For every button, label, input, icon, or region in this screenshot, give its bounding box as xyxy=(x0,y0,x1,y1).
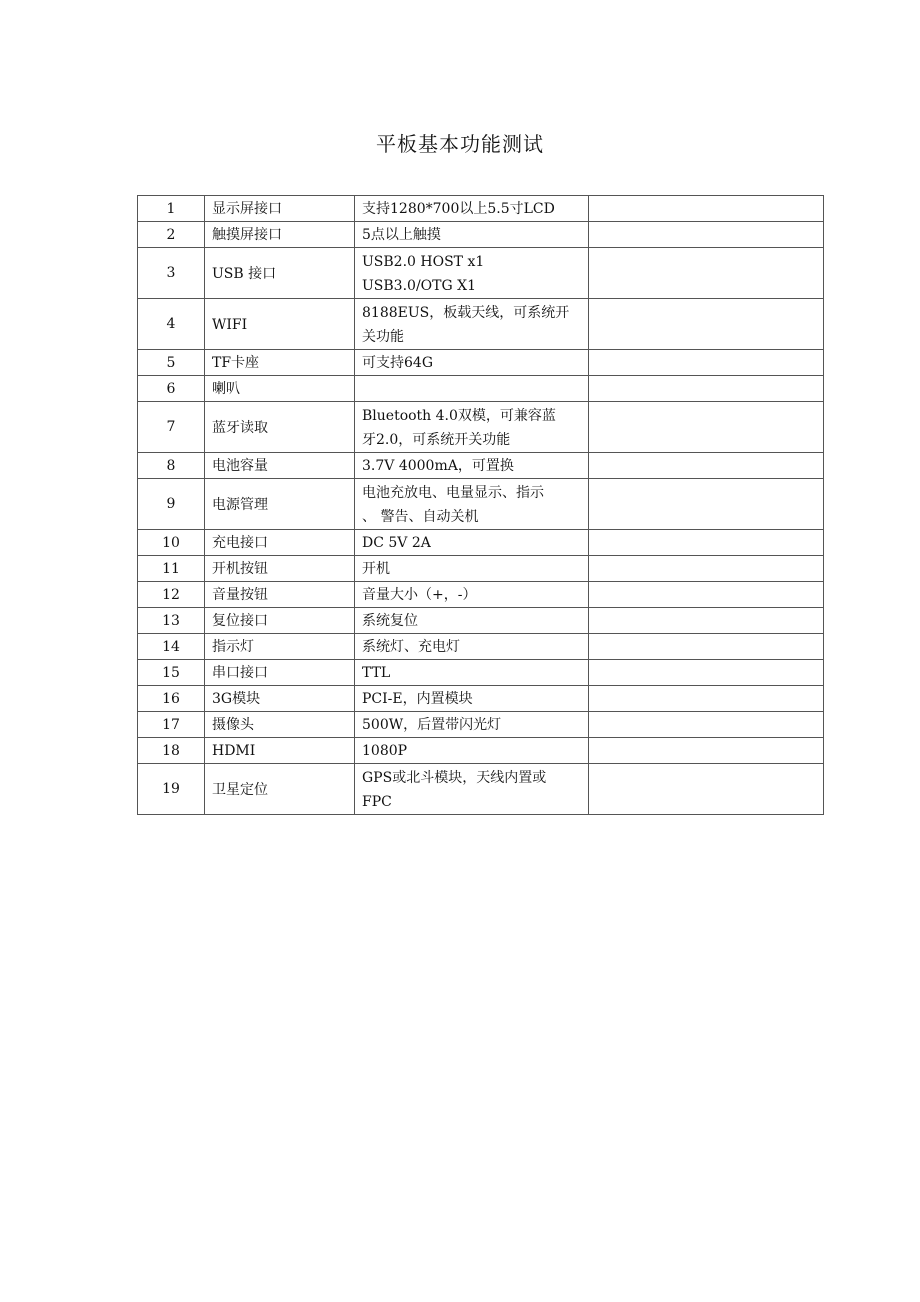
item-note xyxy=(589,479,824,530)
item-name: 电源管理 xyxy=(205,479,355,530)
row-number: 2 xyxy=(138,222,205,248)
spec-line: 关功能 xyxy=(362,328,404,345)
table-row xyxy=(138,196,824,222)
spec-line: USB3.0/OTG X1 xyxy=(362,277,476,294)
spec-line: 牙2.0，可系统开关功能 xyxy=(362,431,511,448)
item-note xyxy=(589,299,824,350)
table-row xyxy=(138,764,824,815)
row-number: 15 xyxy=(138,660,205,686)
table-row xyxy=(138,402,824,453)
table-row xyxy=(138,453,824,479)
item-spec xyxy=(355,479,589,530)
table-row xyxy=(138,634,824,660)
item-note xyxy=(589,582,824,608)
row-number: 14 xyxy=(138,634,205,660)
item-spec xyxy=(355,712,589,738)
spec-line: PCI-E，内置模块 xyxy=(362,691,473,707)
item-name: 开机按钮 xyxy=(205,556,355,582)
item-note xyxy=(589,608,824,634)
item-spec xyxy=(355,530,589,556)
spec-table-body xyxy=(138,196,824,815)
table-row xyxy=(138,350,824,376)
item-name: 显示屏接口 xyxy=(205,196,355,222)
spec-line: 1080P xyxy=(362,743,408,759)
table-row xyxy=(138,712,824,738)
page-title: 平板基本功能测试 xyxy=(376,132,544,156)
row-number: 4 xyxy=(138,299,205,350)
spec-line: 音量大小（+，-） xyxy=(362,587,477,603)
item-name: 串口接口 xyxy=(205,660,355,686)
item-spec xyxy=(355,686,589,712)
spec-line: 500W，后置带闪光灯 xyxy=(362,717,502,733)
row-number: 16 xyxy=(138,686,205,712)
item-note xyxy=(589,376,824,402)
row-number: 11 xyxy=(138,556,205,582)
item-name: 音量按钮 xyxy=(205,582,355,608)
table-row xyxy=(138,222,824,248)
spec-line: FPC xyxy=(362,793,392,810)
item-name: TF卡座 xyxy=(205,350,355,376)
item-name: 复位接口 xyxy=(205,608,355,634)
table-row xyxy=(138,686,824,712)
spec-line: GPS或北斗模块，天线内置或 xyxy=(362,769,547,786)
item-note xyxy=(589,764,824,815)
row-number: 9 xyxy=(138,479,205,530)
spec-line: 系统复位 xyxy=(362,613,418,629)
item-name: WIFI xyxy=(205,299,355,350)
table-row xyxy=(138,608,824,634)
table-row xyxy=(138,479,824,530)
table-row xyxy=(138,556,824,582)
item-note xyxy=(589,350,824,376)
spec-line: 开机 xyxy=(362,561,390,577)
row-number: 5 xyxy=(138,350,205,376)
item-spec xyxy=(355,196,589,222)
item-spec xyxy=(355,402,589,453)
item-spec xyxy=(355,634,589,660)
item-name: 摄像头 xyxy=(205,712,355,738)
spec-line: TTL xyxy=(362,665,391,681)
spec-line: 支持1280*700以上5.5寸LCD xyxy=(362,201,555,217)
item-spec xyxy=(355,350,589,376)
item-spec xyxy=(355,660,589,686)
table-row xyxy=(138,530,824,556)
item-spec xyxy=(355,222,589,248)
row-number: 19 xyxy=(138,764,205,815)
item-note xyxy=(589,634,824,660)
spec-line: DC 5V 2A xyxy=(362,535,431,551)
spec-line: 5点以上触摸 xyxy=(362,227,441,243)
item-spec xyxy=(355,376,589,402)
item-spec xyxy=(355,764,589,815)
item-name: 指示灯 xyxy=(205,634,355,660)
item-name: HDMI xyxy=(205,738,355,764)
item-spec xyxy=(355,556,589,582)
table-row xyxy=(138,660,824,686)
row-number: 3 xyxy=(138,248,205,299)
item-spec xyxy=(355,738,589,764)
item-spec xyxy=(355,453,589,479)
row-number: 12 xyxy=(138,582,205,608)
item-spec xyxy=(355,608,589,634)
item-note xyxy=(589,686,824,712)
item-note xyxy=(589,453,824,479)
table-row xyxy=(138,376,824,402)
row-number: 8 xyxy=(138,453,205,479)
item-note xyxy=(589,556,824,582)
spec-line: 系统灯、充电灯 xyxy=(362,639,460,655)
spec-line: USB2.0 HOST x1 xyxy=(362,253,485,270)
item-name: 蓝牙读取 xyxy=(205,402,355,453)
table-row xyxy=(138,299,824,350)
spec-line: 、 警告、自动关机 xyxy=(362,508,479,525)
item-name: 触摸屏接口 xyxy=(205,222,355,248)
item-name: USB 接口 xyxy=(205,248,355,299)
item-note xyxy=(589,712,824,738)
item-note xyxy=(589,530,824,556)
spec-line: 可支持64G xyxy=(362,355,433,371)
row-number: 1 xyxy=(138,196,205,222)
item-name: 电池容量 xyxy=(205,453,355,479)
item-note xyxy=(589,738,824,764)
item-name: 喇叭 xyxy=(205,376,355,402)
item-note xyxy=(589,196,824,222)
item-spec xyxy=(355,248,589,299)
item-name: 充电接口 xyxy=(205,530,355,556)
row-number: 13 xyxy=(138,608,205,634)
spec-line: 3.7V 4000mA，可置换 xyxy=(362,458,514,474)
item-note xyxy=(589,248,824,299)
spec-table xyxy=(137,195,824,815)
table-row xyxy=(138,582,824,608)
item-note xyxy=(589,222,824,248)
row-number: 7 xyxy=(138,402,205,453)
item-note xyxy=(589,660,824,686)
item-note xyxy=(589,402,824,453)
item-name: 3G模块 xyxy=(205,686,355,712)
item-spec xyxy=(355,582,589,608)
spec-line: Bluetooth 4.0双模，可兼容蓝 xyxy=(362,407,556,424)
table-row xyxy=(138,738,824,764)
row-number: 18 xyxy=(138,738,205,764)
spec-line: 8188EUS，板载天线，可系统开 xyxy=(362,304,570,321)
table-row xyxy=(138,248,824,299)
item-name: 卫星定位 xyxy=(205,764,355,815)
row-number: 10 xyxy=(138,530,205,556)
row-number: 6 xyxy=(138,376,205,402)
row-number: 17 xyxy=(138,712,205,738)
spec-line: 电池充放电、电量显示、指示 xyxy=(362,484,544,501)
item-spec xyxy=(355,299,589,350)
